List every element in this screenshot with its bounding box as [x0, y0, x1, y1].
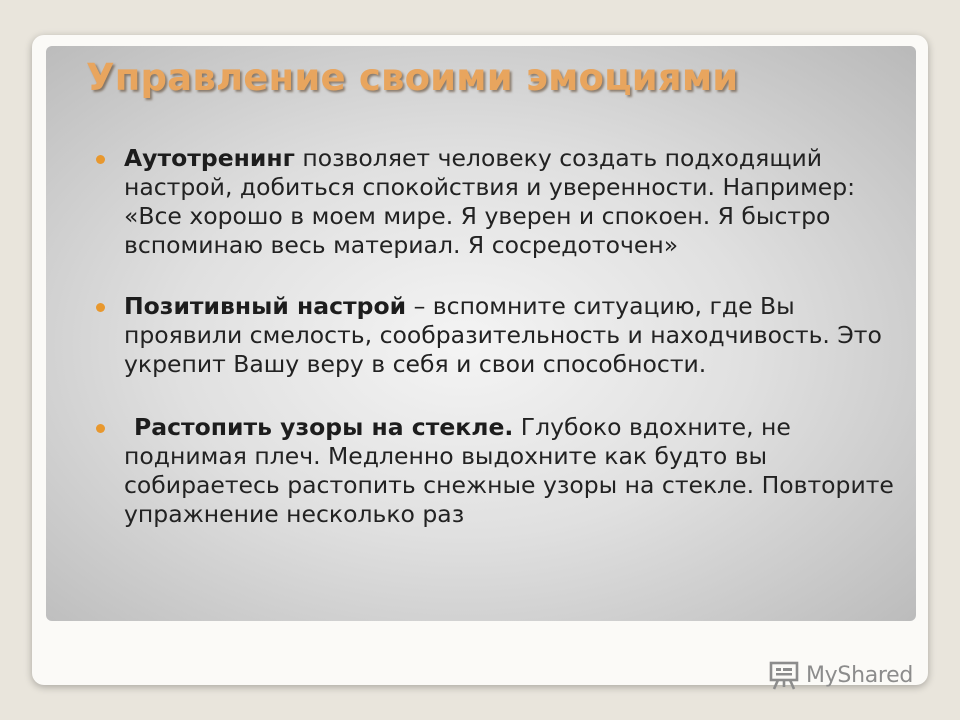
- bullet-text: – вспомните ситуацию, где Вы проявили смелость, сообразительность и находчивость. Это укрепит Вашу веру в себя и свои способности.: [124, 292, 882, 378]
- bullet-dot-icon: [96, 424, 105, 433]
- presentation-board-icon: [768, 659, 802, 691]
- bullet-heading: Аутотренинг: [124, 144, 295, 172]
- bullet-list: [96, 144, 896, 559]
- slide-title: Управление своими эмоциями: [86, 56, 739, 99]
- watermark-text: MyShared: [806, 662, 914, 688]
- bullet-text: Глубоко вдохните, не поднимая плеч. Медленно выдохните как будто вы собираетесь растопить снежные узоры на стекле. Повторите упражнение несколько раз: [124, 413, 894, 528]
- bullet-text: позволяет человеку создать подходящий настрой, добиться спокойствия и уверенности. Например: «Все хорошо в моем мире. Я уверен и спокоен. Я быстро вспоминаю весь материал. Я сосредоточен»: [124, 144, 856, 259]
- bullet-item-autotraining: [96, 144, 896, 260]
- bullet-heading: Растопить узоры на стекле.: [134, 413, 514, 441]
- bullet-heading: Позитивный настрой: [124, 292, 407, 320]
- watermark: [768, 658, 913, 692]
- bullet-item-breathing: [96, 413, 896, 529]
- bullet-dot-icon: [96, 303, 105, 312]
- bullet-item-positive-mood: [96, 292, 896, 379]
- bullet-dot-icon: [96, 155, 105, 164]
